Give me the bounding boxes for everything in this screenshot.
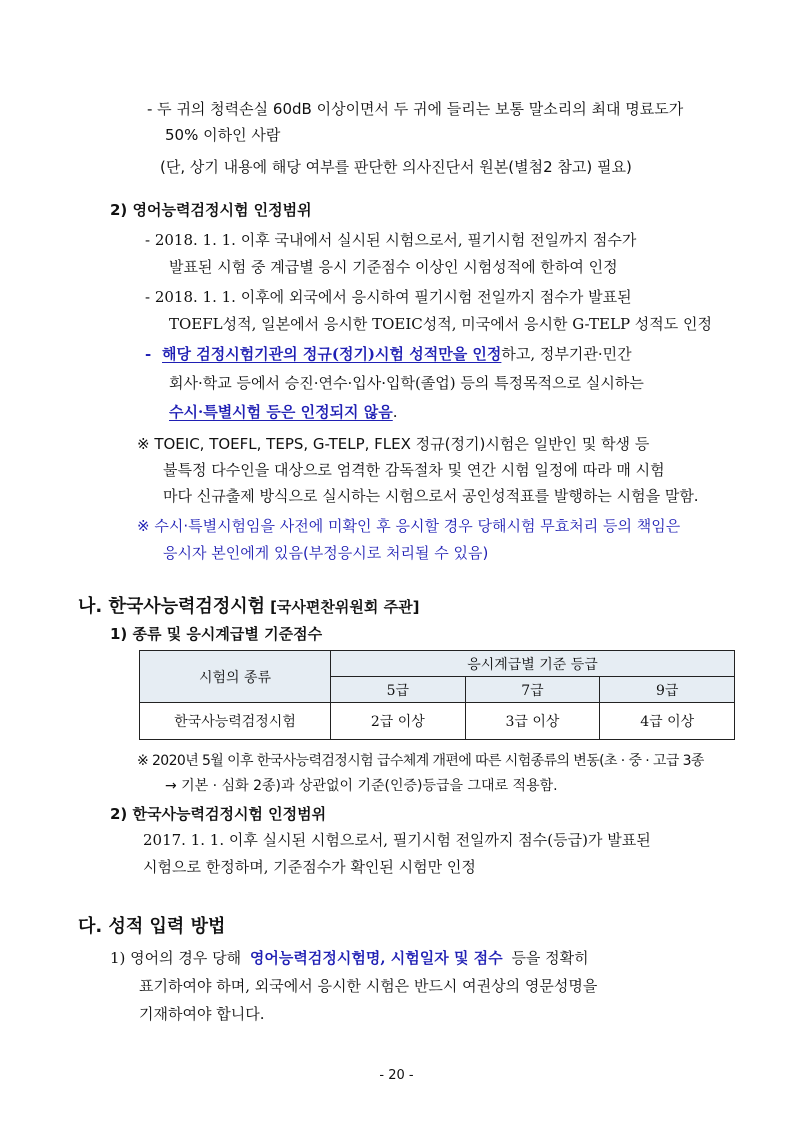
table-header-grade-group: 응시계급별 기준 등급 — [331, 651, 735, 677]
english-note-1-line-3: 마다 신규출제 방식으로 실시하는 시험으로서 공인성적표를 발행하는 시험을 말함. — [163, 487, 699, 505]
score-input-emphasis: 영어능력검정시험명, 시험일자 및 점수 — [249, 949, 503, 967]
english-bullet-2-line-2: TOEFL성적, 일본에서 응시한 TOEIC성적, 미국에서 응시한 G-TELP 성적도 인정 — [169, 315, 713, 333]
section-na-subheading-1: 1) 종류 및 응시계급별 기준점수 — [110, 625, 323, 643]
table-cell-grade-7: 3급 이상 — [465, 703, 600, 740]
section-na-scope-line-1: 2017. 1. 1. 이후 실시된 시험으로서, 필기시험 전일까지 점수(등급)가 발표된 — [143, 831, 651, 849]
section-da-line-3: 기재하여야 합니다. — [139, 1005, 265, 1023]
section-da-heading: 다. 성적 입력 방법 — [78, 916, 226, 937]
table-cell-grade-5: 2급 이상 — [331, 703, 466, 740]
intro-line-1: - 두 귀의 청력손실 60dB 이상이면서 두 귀에 들리는 보통 말소리의 최대 명료도가 — [147, 100, 684, 118]
english-bullet-2-line-1: - 2018. 1. 1. 이후에 외국에서 응시하여 필기시험 전일까지 점수가 발표된 — [145, 288, 632, 306]
section-da-line-1 — [110, 948, 589, 968]
section-da-line-2: 표기하여야 하며, 외국에서 응시한 시험은 반드시 여권상의 영문성명을 — [139, 977, 598, 995]
english-note-1-line-1: ※ TOEIC, TOEFL, TEPS, G-TELP, FLEX 정규(정기)시험은 일반인 및 학생 등 — [137, 435, 650, 453]
table-header-grade-7: 7급 — [465, 677, 600, 703]
intro-line-2: 50% 이하인 사람 — [165, 126, 281, 144]
bullet-dash: - — [145, 345, 152, 363]
english-heading: 2) 영어능력검정시험 인정범위 — [110, 201, 312, 219]
regular-exam-only-emphasis: 해당 검정시험기관의 정규(정기)시험 성적만을 인정 — [162, 345, 502, 363]
section-na-organizer: [국사편찬위원회 주관] — [270, 598, 420, 616]
section-na-subheading-2: 2) 한국사능력검정시험 인정범위 — [110, 805, 327, 823]
section-na-heading — [78, 592, 419, 618]
table-header-exam-type: 시험의 종류 — [140, 651, 331, 703]
intro-line-3: (단, 상기 내용에 해당 여부를 판단한 의사진단서 원본(별첨2 참고) 필요) — [160, 158, 632, 176]
table-cell-grade-9: 4급 이상 — [600, 703, 735, 740]
section-na-scope-line-2: 시험으로 한정하며, 기준점수가 확인된 시험만 인정 — [143, 858, 476, 876]
section-na-note-line-2: → 기본 · 심화 2종)과 상관없이 기준(인증)등급을 그대로 적용함. — [165, 778, 558, 794]
english-bullet-3-line-1 — [145, 344, 632, 364]
english-note-2-line-1: ※ 수시·특별시험임을 사전에 미확인 후 응시할 경우 당해시험 무효처리 등의 책임은 — [137, 517, 681, 535]
section-da-line-1-pre: 1) 영어의 경우 당해 — [110, 949, 242, 967]
english-bullet-1-line-2: 발표된 시험 중 계급별 응시 기준점수 이상인 시험성적에 한하여 인정 — [169, 258, 618, 276]
section-na-title: 나. 한국사능력검정시험 — [78, 596, 265, 617]
table-header-grade-9: 9급 — [600, 677, 735, 703]
english-bullet-3-line-2: 회사·학교 등에서 승진·연수·입사·입학(졸업) 등의 특정목적으로 실시하는 — [169, 374, 644, 392]
korean-history-grade-table — [139, 650, 735, 740]
english-bullet-1-line-1: - 2018. 1. 1. 이후 국내에서 실시된 시험으로서, 필기시험 전일까지 점수가 — [145, 231, 637, 249]
special-exam-excluded-emphasis: 수시·특별시험 등은 인정되지 않음 — [169, 403, 393, 421]
period: . — [392, 403, 398, 421]
page-number: - 20 - — [379, 1068, 414, 1083]
english-bullet-3-line-3 — [169, 402, 398, 422]
english-note-1-line-2: 불특정 다수인을 대상으로 엄격한 감독절차 및 연간 시험 일정에 따라 매 시험 — [163, 461, 665, 479]
table-header-grade-5: 5급 — [331, 677, 466, 703]
section-da-line-1-post: 등을 정확히 — [511, 949, 589, 967]
bullet-3-rest: 하고, 정부기관·민간 — [501, 345, 632, 363]
section-na-note-line-1: ※ 2020년 5월 이후 한국사능력검정시험 급수체계 개편에 따른 시험종류의 변동(초 · 중 · 고급 3종 — [137, 753, 704, 769]
table-row-label: 한국사능력검정시험 — [140, 703, 331, 740]
english-note-2-line-2: 응시자 본인에게 있음(부정응시로 처리될 수 있음) — [163, 544, 489, 562]
